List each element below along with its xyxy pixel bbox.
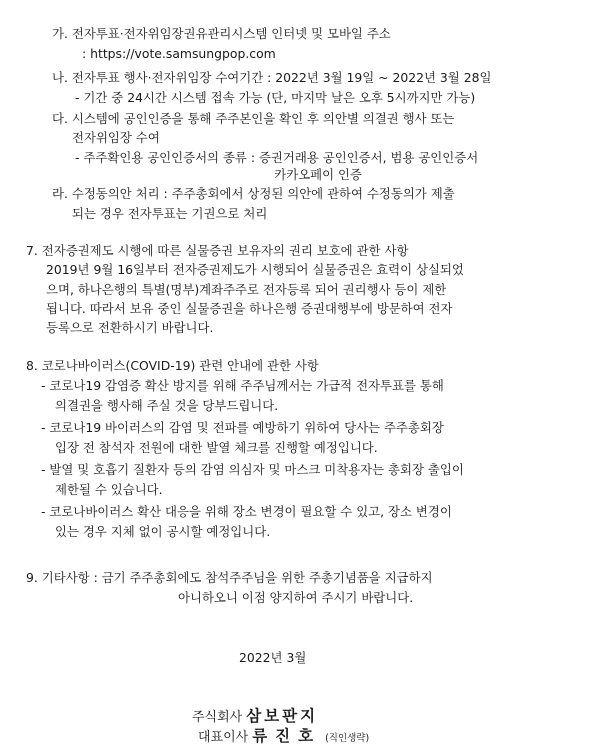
section8-bullet2-line2: 입장 전 참석자 전원에 대한 발열 체크를 진행할 예정입니다. — [55, 440, 378, 455]
item-da-sub1: - 주주확인용 공인인증서의 종류 : 증권거래용 공인인증서, 범용 공인인증서 — [75, 150, 479, 165]
item-da-line2: 전자위임장 수여 — [72, 130, 160, 145]
notice-date: 2022년 3월 — [239, 650, 307, 665]
item-ga-url: : https://vote.samsungpop.com — [82, 46, 276, 61]
section7-title: 7. 전자증권제도 시행에 따른 실물증권 보유자의 권리 보호에 관한 사항 — [26, 243, 409, 258]
ceo-name: 류진호 — [252, 727, 322, 745]
section7-line3: 됩니다. 따라서 보유 중인 실물증권을 하나은행 증권대행부에 방문하여 전자 — [46, 301, 453, 316]
ceo-line — [198, 728, 369, 747]
section8-bullet1-line2: 의결권을 행사해 주실 것을 당부드립니다. — [55, 398, 279, 413]
section7-line1: 2019년 9월 16일부터 전자증권제도가 시행되어 실물증권은 효력이 상실되었 — [46, 262, 464, 277]
item-ra-line1: 라. 수정동의안 처리 : 주주총회에서 상정된 의안에 관하여 수정동의가 제출 — [52, 186, 455, 201]
section9-line2: 아니하오니 이점 양지하여 주시기 바랍니다. — [178, 590, 414, 605]
ceo-label: 대표이사 — [198, 730, 249, 745]
item-na-sub: - 기간 중 24시간 시스템 접속 가능 (단, 마지막 날은 오후 5시까지만 가능) — [75, 90, 476, 105]
item-da-line1: 다. 시스템에 공인인증을 통해 주주본인을 확인 후 의안별 의결권 행사 또는 — [52, 111, 455, 126]
section7-line2: 으며, 하나은행의 특별(명부)계좌주주로 전자등록 되어 권리행사 등이 제한 — [46, 282, 447, 297]
section9-line1: 9. 기타사항 : 금기 주주총회에도 참석주주님을 위한 주총기념품을 지급하지 — [26, 570, 433, 585]
item-ra-line2: 되는 경우 전자투표는 기권으로 처리 — [72, 206, 268, 221]
item-na: 나. 전자투표 행사·전자위임장 수여기간 : 2022년 3월 19일 ~ 2022년 3월 28일 — [52, 70, 492, 85]
section8-bullet2-line1: - 코로나19 바이러스의 감염 및 전파를 예방하기 위하여 당사는 주주총회장 — [41, 420, 444, 435]
item-ga: 가. 전자투표·전자위임장권유관리시스템 인터넷 및 모바일 주소 — [52, 26, 391, 41]
section8-bullet4-line1: - 코로나바이러스 확산 대응을 위해 장소 변경이 필요할 수 있고, 장소 변경이 — [41, 504, 452, 519]
company-label: 주식회사 — [192, 710, 243, 725]
seal-note: (직인생략) — [325, 733, 370, 744]
item-da-sub2: 카카오페이 인증 — [274, 167, 362, 182]
section7-line4: 등록으로 전환하시기 바랍니다. — [46, 320, 214, 335]
section8-bullet3-line2: 제한될 수 있습니다. — [55, 482, 163, 497]
company-line — [192, 708, 318, 726]
section8-bullet3-line1: - 발열 및 호흡기 질환자 등의 감염 의심자 및 마스크 미착용자는 총회장 출입이 — [41, 462, 464, 477]
company-name: 삼보판지 — [246, 707, 319, 725]
section8-title: 8. 코로나바이러스(COVID-19) 관련 안내에 관한 사항 — [26, 358, 319, 373]
section8-bullet4-line2: 있는 경우 지체 없이 공시할 예정입니다. — [55, 524, 271, 539]
section8-bullet1-line1: - 코로나19 감염증 확산 방지를 위해 주주님께서는 가급적 전자투표를 통해 — [41, 378, 444, 393]
